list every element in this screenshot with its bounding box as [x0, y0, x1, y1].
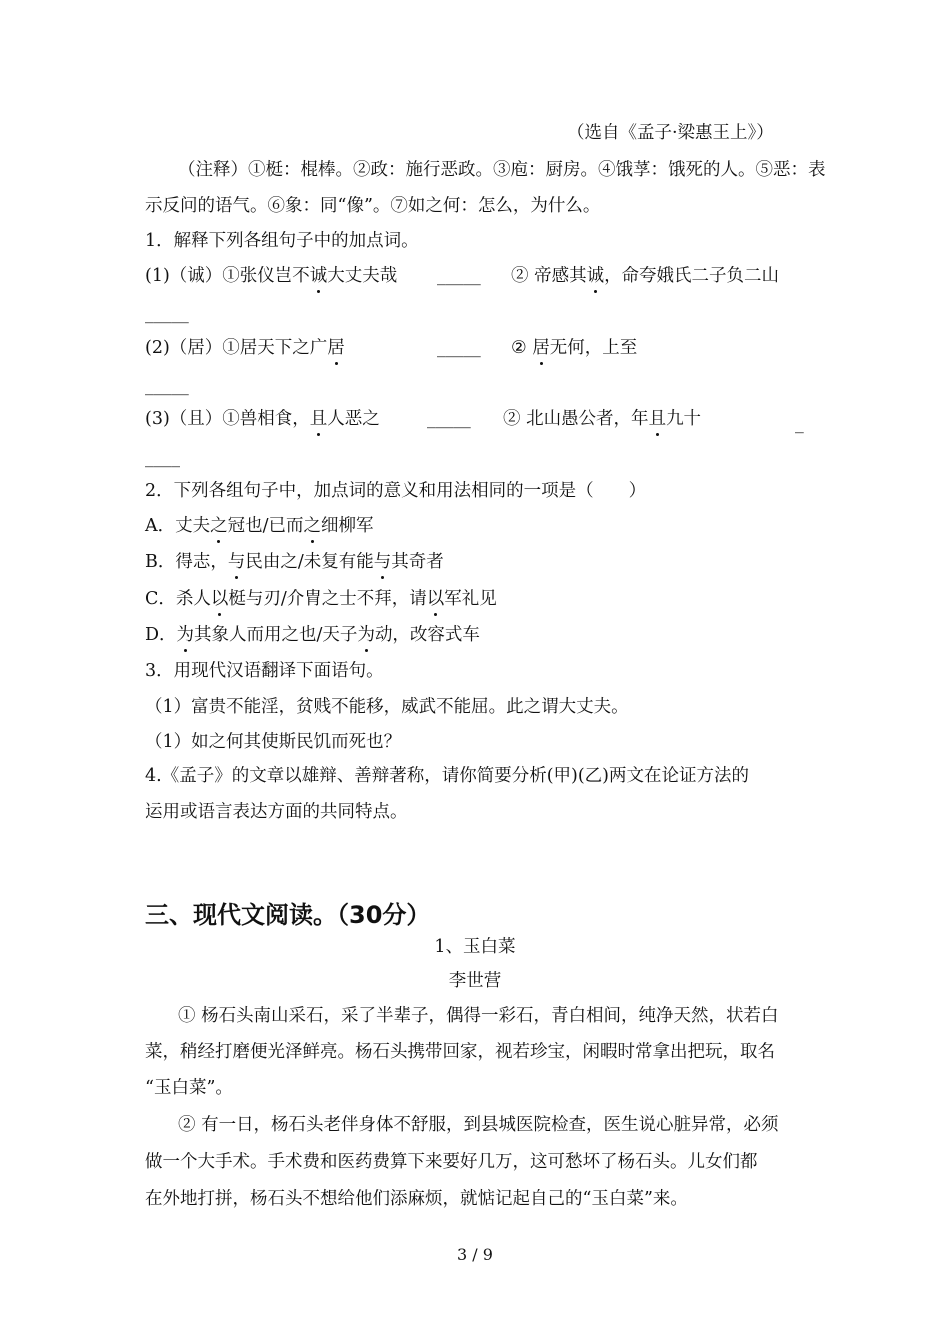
source-citation: （选自《孟子·梁惠王上》） [567, 123, 774, 143]
q1-item-3-a: (3)（且）①兽相食，且人恶之 [145, 409, 380, 429]
dotted-word: 诚 [309, 266, 328, 286]
q1-item-1-a: (1)（诚）①张仪岂不诚大丈夫哉 [145, 266, 398, 286]
dotted-word: 为 [176, 625, 195, 645]
q4-line-1: 4.《孟子》的文章以雄辩、善辩著称，请你简要分析(甲)(乙)两文在论证方法的 [145, 766, 750, 786]
answer-blank[interactable]: _____ [145, 376, 189, 396]
dotted-word: 与 [373, 552, 392, 572]
dotted-word: 为 [357, 625, 375, 645]
answer-blank[interactable]: _____ [145, 304, 189, 324]
q2-option-b: B．得志，与民由之/未复有能与其奇者 [145, 552, 444, 572]
q2-option-d: D．为其象人而用之也/天子为动，改容式车 [145, 625, 480, 645]
paragraph-2-line-2: 做一个大手术。手术费和医药费算下来要好几万，这可愁坏了杨石头。儿女们都 [145, 1152, 758, 1172]
notes-line-2: 示反问的语气。⑥象：同“像”。⑦如之何：怎么，为什么。 [145, 196, 601, 216]
dotted-word: 且 [648, 409, 667, 429]
answer-blank[interactable]: _____ [437, 338, 481, 358]
answer-blank[interactable]: _____ [427, 409, 471, 429]
dotted-word: 以 [426, 589, 445, 609]
answer-blank-tail[interactable]: _ [795, 414, 804, 434]
dotted-word: 居 [532, 338, 550, 358]
q2-option-a: A．丈夫之冠也/已而之细柳军 [145, 516, 374, 536]
q4-line-2: 运用或语言表达方面的共同特点。 [145, 802, 408, 822]
paragraph-1-line-2: 菜，稍经打磨便光泽鲜亮。杨石头携带回家，视若珍宝，闲暇时常拿出把玩，取名 [145, 1042, 775, 1062]
paragraph-1-line-3: “玉白菜”。 [145, 1078, 233, 1098]
q1-item-2-b: ② 居无何，上至 [511, 338, 638, 358]
dotted-word: 之 [210, 516, 228, 536]
q1-item-3-b: ② 北山愚公者，年且九十 [503, 409, 702, 429]
dotted-word: 且 [309, 409, 328, 429]
dotted-word: 之 [303, 516, 322, 536]
page-number: 3 / 9 [457, 1245, 493, 1264]
q3-title: 3．用现代汉语翻译下面语句。 [145, 661, 384, 681]
notes-line-1: （注释）①梃：棍棒。②政：施行恶政。③庖：厨房。④饿莩：饿死的人。⑤恶：表 [178, 160, 826, 180]
paragraph-1-line-1: ① 杨石头南山采石，采了半辈子，偶得一彩石，青白相间，纯净天然，状若白 [178, 1006, 779, 1026]
dotted-word: 居 [327, 338, 345, 358]
dotted-word: 以 [210, 589, 229, 609]
paragraph-2-line-3: 在外地打拼，杨石头不想给他们添麻烦，就惦记起自己的“玉白菜”来。 [145, 1189, 688, 1209]
answer-blank[interactable]: ____ [145, 448, 180, 468]
q1-item-2-a: (2)（居）①居天下之广居 [145, 338, 345, 358]
section-heading: 三、现代文阅读。（30分） [145, 901, 431, 929]
q2-title: 2．下列各组句子中，加点词的意义和用法相同的一项是（ ） [145, 481, 647, 501]
q1-title: 1．解释下列各组句子中的加点词。 [145, 231, 419, 251]
answer-blank[interactable]: _____ [437, 266, 481, 286]
q3-item-2: （1）如之何其使斯民饥而死也？ [145, 732, 402, 752]
article-title: 1、玉白菜 [434, 937, 516, 957]
article-author: 李世营 [448, 971, 502, 991]
q3-item-1: （1）富贵不能淫，贫贱不能移，威武不能屈。此之谓大丈夫。 [145, 697, 629, 717]
dotted-word: 与 [227, 552, 246, 572]
q2-option-c: C．杀人以梃与刃/介胄之士不拜，请以军礼见 [145, 589, 497, 609]
paragraph-2-line-1: ② 有一日，杨石头老伴身体不舒服，到县城医院检查，医生说心脏异常，必须 [178, 1115, 779, 1135]
dotted-word: 诚 [586, 266, 605, 286]
q1-item-1-b: ② 帝感其诚，命夸娥氏二子负二山 [511, 266, 780, 286]
